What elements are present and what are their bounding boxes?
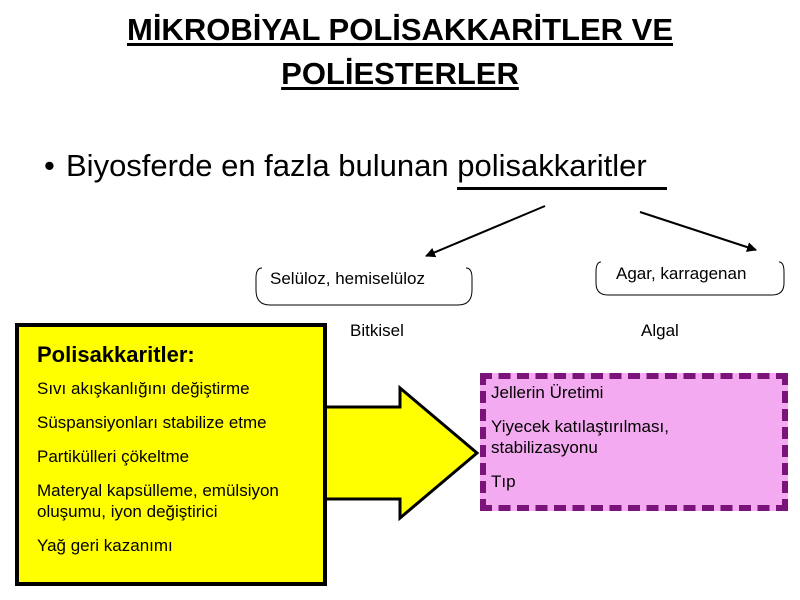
algal-sources-label: Agar, karragenan: [616, 264, 747, 283]
list-item: Jellerin Üretimi: [491, 383, 604, 402]
list-item: Tıp: [491, 472, 516, 491]
plant-sources-label: Selüloz, hemiselüloz: [270, 269, 425, 288]
list-item: Süspansiyonları stabilize etme: [37, 413, 267, 432]
bullet-dot-icon: •: [44, 148, 55, 183]
plant-category-label: Bitkisel: [350, 321, 404, 340]
algal-category-label: Algal: [641, 321, 679, 340]
properties-list: [37, 342, 327, 569]
big-arrow: [319, 388, 477, 518]
list-item: Materyal kapsülleme, emülsiyon oluşumu, iyon değiştirici: [37, 481, 279, 521]
applications-list: [491, 382, 776, 505]
title-line-1: MİKROBİYAL POLİSAKKARİTLER VE: [127, 12, 673, 47]
bullet-keyword: polisakkaritler: [457, 148, 667, 190]
list-item: Yağ geri kazanımı: [37, 536, 173, 555]
bullet-text: Biyosferde en fazla bulunan: [66, 148, 458, 183]
list-item: Yiyecek katılaştırılması, stabilizasyonu: [491, 417, 669, 457]
title-line-2: POLİESTERLER: [281, 56, 519, 91]
properties-heading: Polisakkaritler:: [37, 342, 195, 367]
list-item: Partikülleri çökeltme: [37, 447, 190, 466]
list-item: Sıvı akışkanlığını değiştirme: [37, 379, 250, 398]
arrow-to-algal-branch: [640, 212, 756, 250]
arrow-to-plant-branch: [426, 206, 545, 256]
